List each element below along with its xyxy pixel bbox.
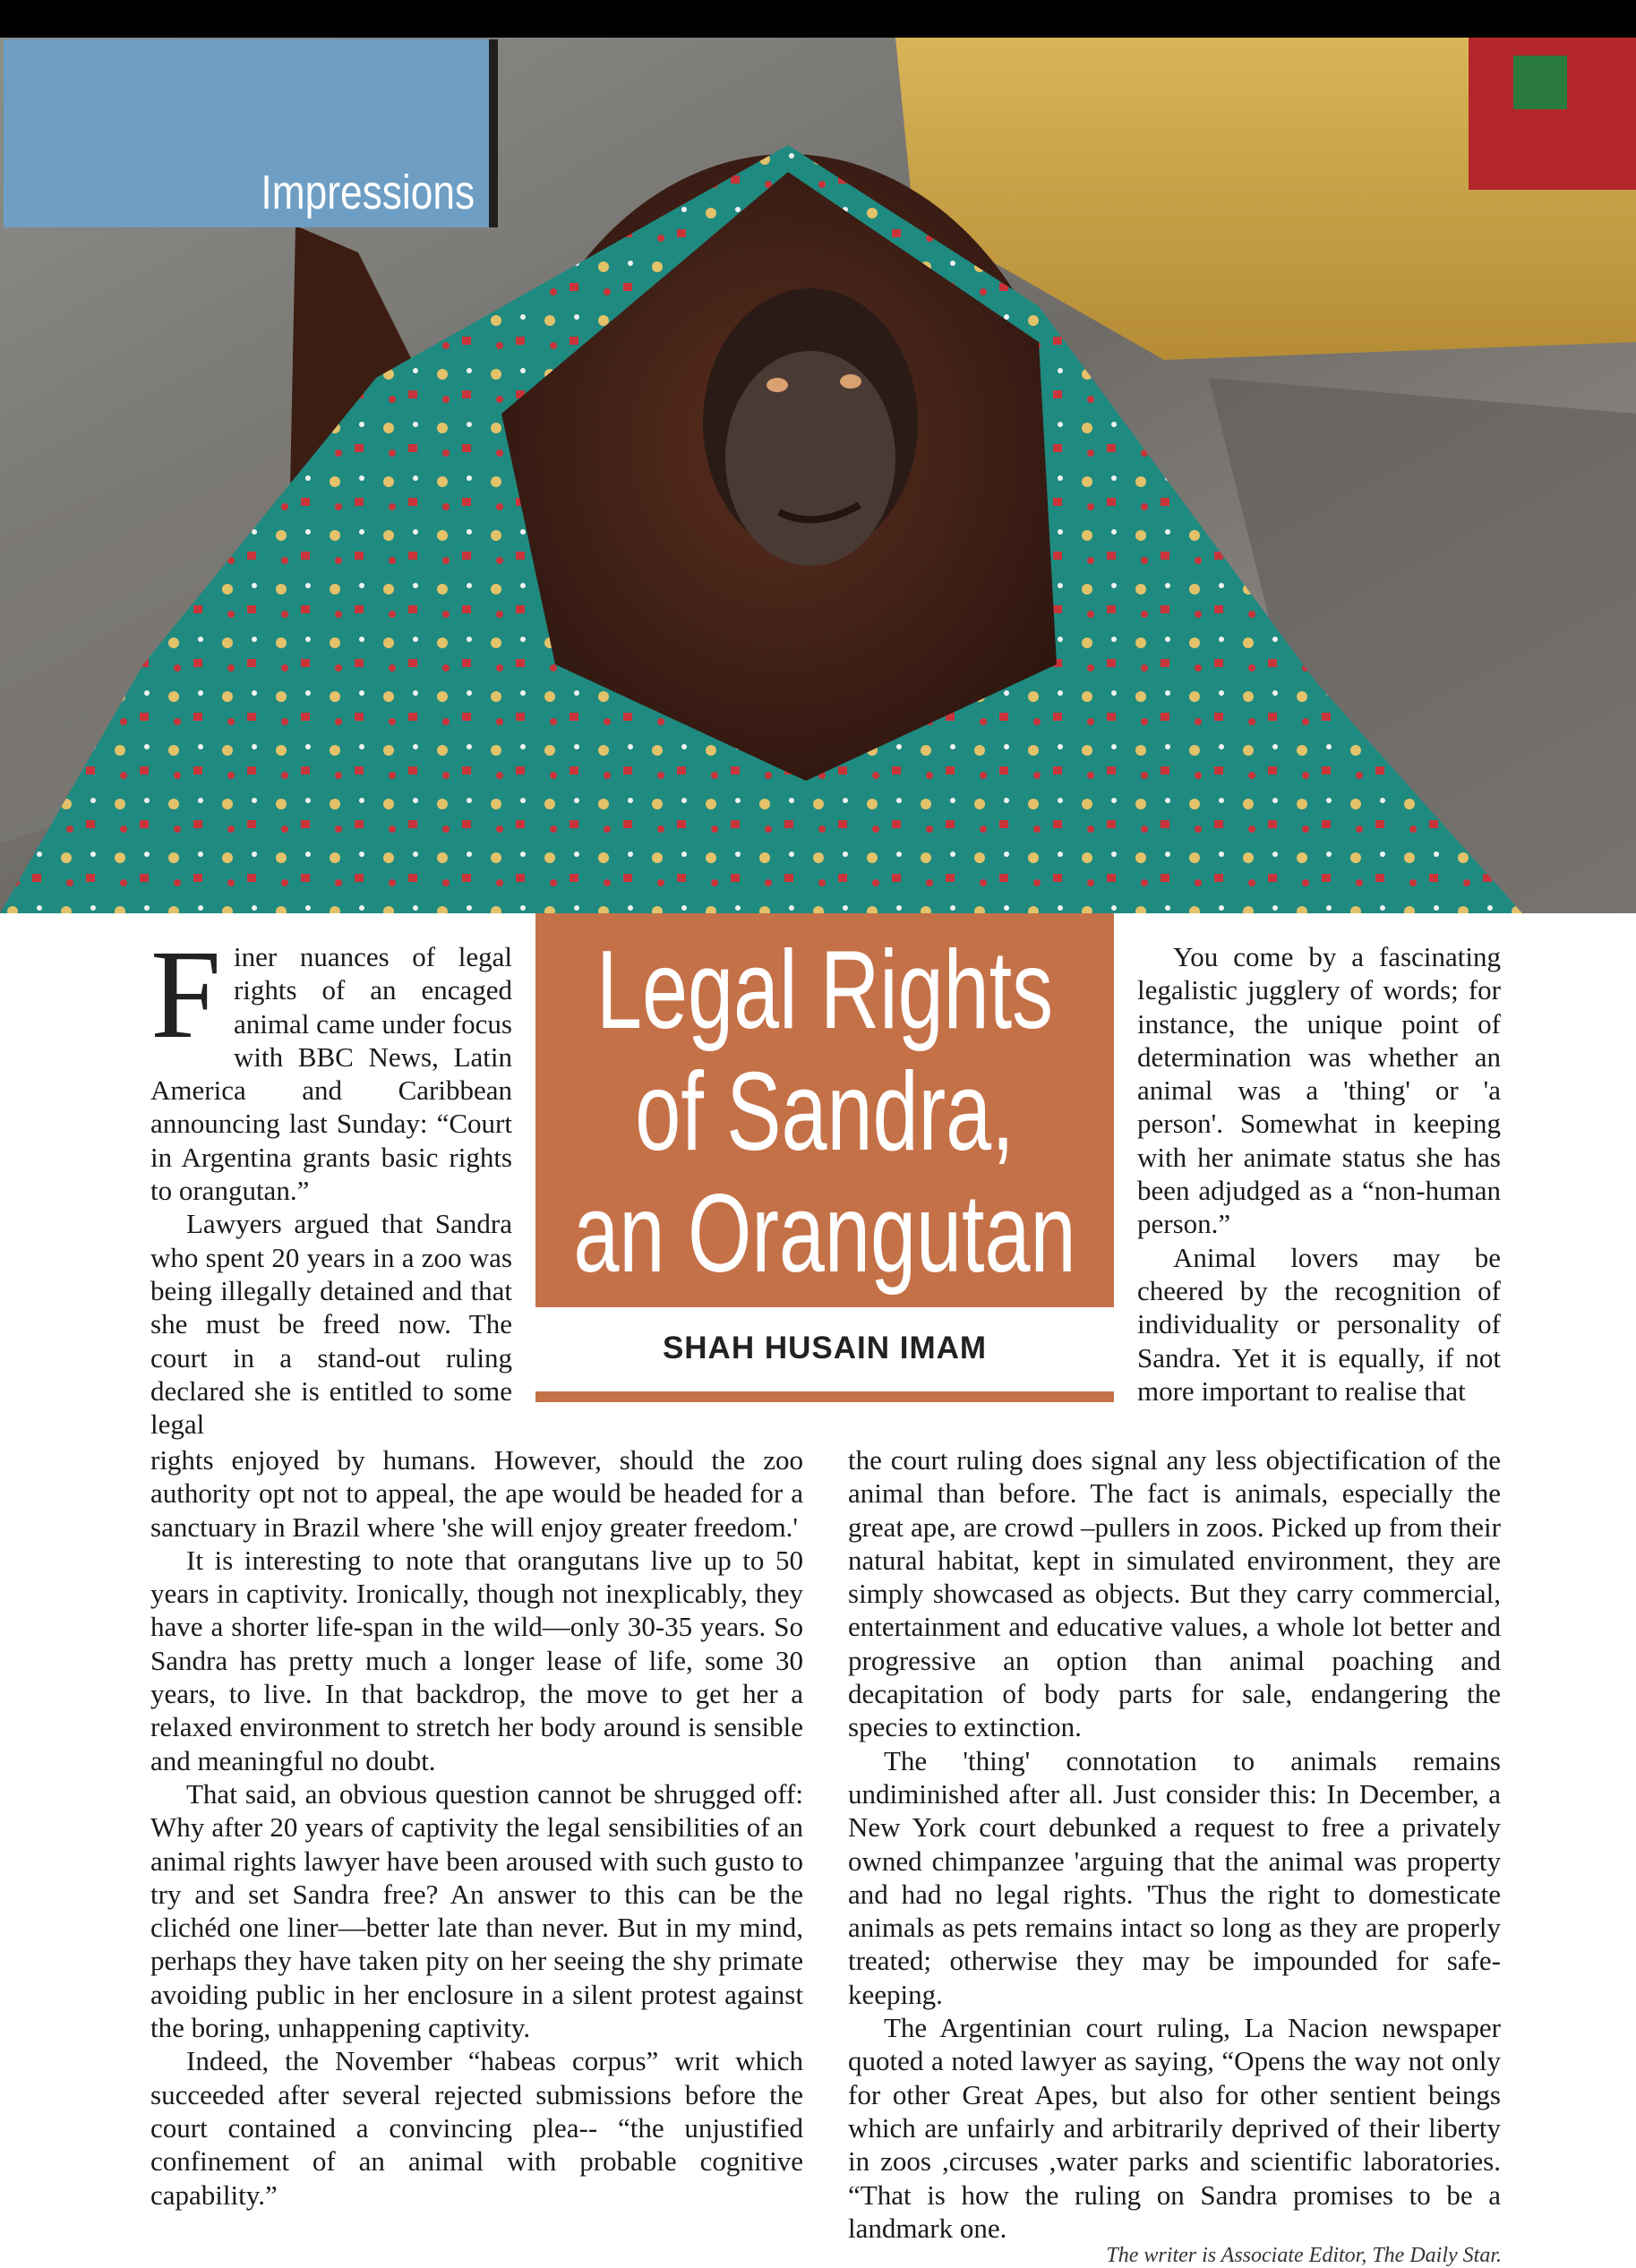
paragraph: Animal lovers may be cheered by the recognition of individuality or personality of Sandra. Yet it is equally, if not more important to realise that — [1137, 1241, 1501, 1407]
paragraph: Finer nuances of legal rights of an encaged animal came under focus with BBC News, Latin America and Caribbean announcing last Sunday: “Court in Argentina grants basic rights to orangutan.” — [150, 940, 512, 1207]
paragraph: The Argentinian court ruling, La Nacion newspaper quoted a noted lawyer as saying, “Opens the way not only for other Great Apes, but also for other sentient beings which are unfairly and arbitrarily deprived of their liberty in zoos ,circuses ,water parks and scientific laboratories. “That is how the ruling on Sandra promises to be a landmark one. — [848, 2012, 1501, 2244]
article-column-right-bottom — [848, 1443, 1501, 2249]
byline: SHAH HUSAIN IMAM — [662, 1331, 988, 1365]
article-column-right-top — [1137, 940, 1501, 1458]
paragraph: That said, an obvious question cannot be shrugged off: Why after 20 years of captivity the legal sensibilities of an animal rights lawyer have been aroused with such gusto to try and set Sandra free? An answer to this can be the clichéd one liner—better late than never. But in my mind, perhaps they have taken pity on her seeing the shy primate avoiding public in her enclosure in a silent protest against the boring, unhappening captivity. — [150, 1777, 803, 2044]
paragraph: It is interesting to note that orangutans live up to 50 years in captivity. Ironically, though not inexplicably, they have a shorter life-span in the wild—only 30-35 years. So Sandra has pretty much a longer lease of life, some 30 years, to live. In that backdrop, the move to get her a relaxed environment to stretch her body around is sensible and meaningful no doubt. — [150, 1544, 803, 1776]
top-black-bar — [0, 0, 1636, 38]
paragraph: rights enjoyed by humans. However, should the zoo authority opt not to appeal, the ape would be headed for a sanctuary in Brazil where 'she will enjoy greater freedom.' — [150, 1444, 803, 1543]
section-tab — [4, 39, 498, 227]
author-note: The writer is Associate Editor, The Daily Star. — [1106, 2244, 1502, 2267]
paragraph: the court ruling does signal any less objectification of the animal than before. The fact is animals, especially the great ape, are crowd –pullers in zoos. Picked up from their natural habitat, kept in simulated environment, they are simply showcased as objects. But they carry commercial, entertainment and educative values, a whole lot better and progressive an option than animal poaching and decapitation of body parts for sale, endangering the species to extinction. — [848, 1444, 1501, 1743]
paragraph: Indeed, the November “habeas corpus” writ which succeeded after several rejected submissions before the court contained a convincing plea-- “the unjustified confinement of an animal with probable cognitive capability.” — [150, 2045, 803, 2211]
article-column-left-top — [150, 940, 512, 1458]
section-label: Impressions — [261, 166, 475, 219]
headline-line: an Orangutan — [573, 1172, 1076, 1296]
paragraph: You come by a fascinating legalistic jugglery of words; for instance, the unique point of determination was whether an animal was a 'thing' or 'a person'. Somewhat in keeping with her animate status she has been adjudged as a “non-human person.” — [1137, 941, 1501, 1240]
paragraph: The 'thing' connotation to animals remains undiminished after all. Just consider this: In December, a New York court debunked a request to free a privately owned chimpanzee 'arguing that the animal was property and had no legal rights. 'Thus the right to domesticate animals as pets remains intact so long as they are properly treated; otherwise they may be impounded for safe-keeping. — [848, 1744, 1501, 2010]
headline-box — [535, 913, 1114, 1307]
paragraph: Lawyers argued that Sandra who spent 20 years in a zoo was being illegally detained and that she must be freed now. The court in a stand-out ruling declared she is entitled to some legal — [150, 1208, 512, 1441]
article-column-left-bottom — [150, 1443, 803, 2264]
byline-rule — [535, 1391, 1114, 1402]
drop-cap: F — [150, 940, 221, 1065]
headline-line: Legal Rights — [595, 929, 1054, 1052]
headline-line: of Sandra, — [635, 1050, 1015, 1174]
